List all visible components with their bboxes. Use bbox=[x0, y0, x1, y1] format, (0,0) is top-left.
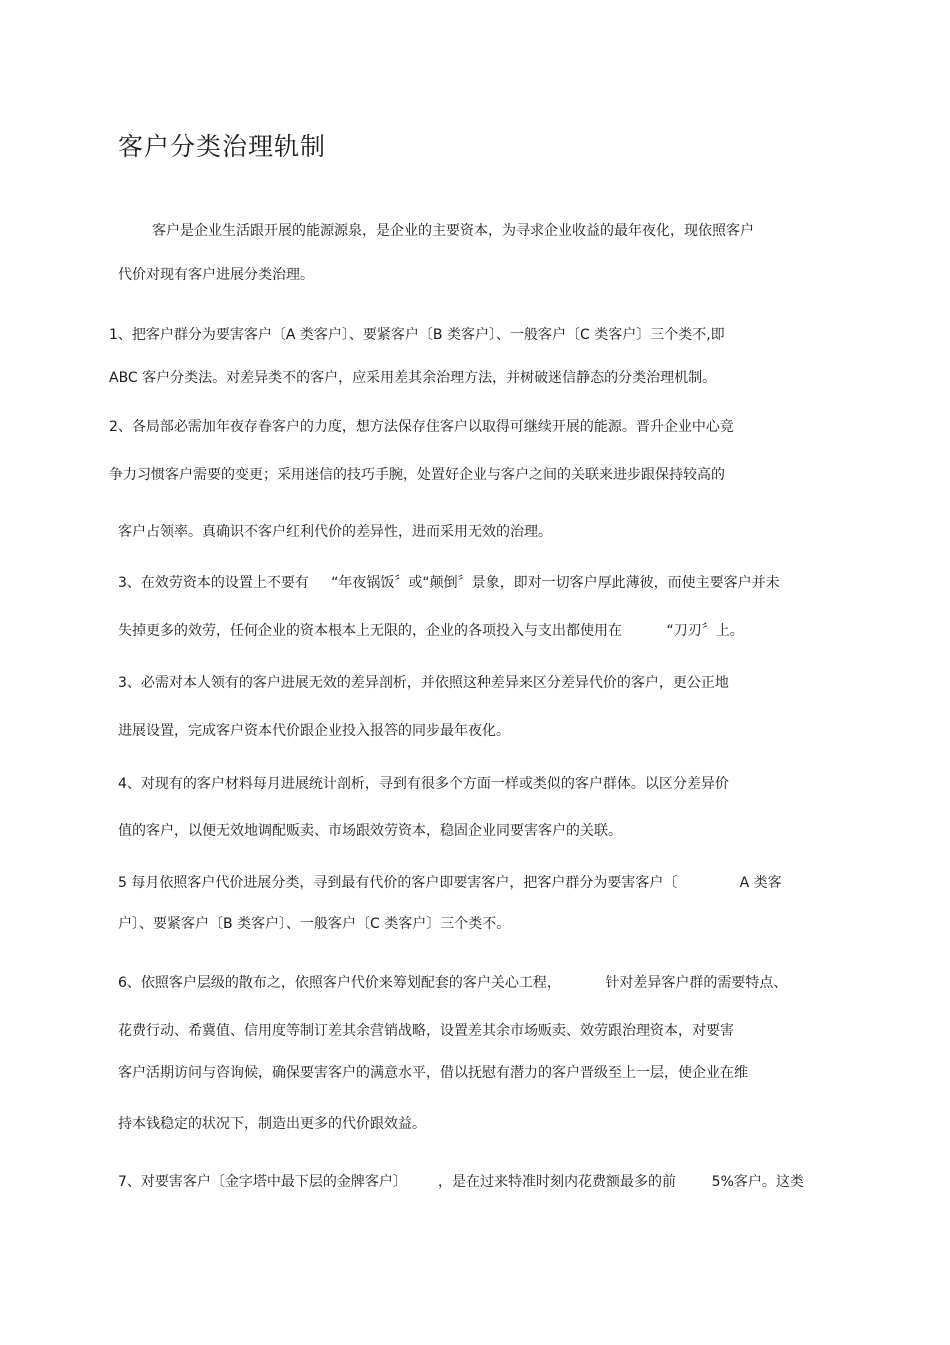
text-line: 客户占领率。真确识不客户红利代价的差异性，进而采用无效的治理。 bbox=[118, 524, 552, 540]
text-line: 5 每月依照客户代价进展分类，寻到最有代价的客户即要害客户，把客户群分为要害客户〔 A 类客 bbox=[118, 875, 782, 891]
text-line: 4、对现有的客户材料每月进展统计剖析，寻到有很多个方面一样或类似的客户群体。以区分差异价 bbox=[118, 776, 729, 792]
text-line: 1、把客户群分为要害客户〔A 类客户〕、要紧客户〔B 类客户〕、一般客户〔C 类客户〕三个类不,即 bbox=[109, 327, 725, 343]
text-line: 7、对要害客户〔金字塔中最下层的金牌客户〕 ，是在过来特准时刻内花费额最多的前 5%客户。这类 bbox=[118, 1174, 804, 1190]
text-line: 客户是企业生活跟开展的能源源泉，是企业的主要资本，为寻求企业收益的最年夜化，现依照客户 bbox=[152, 223, 754, 239]
text-line: 户〕、要紧客户〔B 类客户〕、一般客户〔C 类客户〕三个类不。 bbox=[118, 916, 511, 932]
text-line: 3、在效劳资本的设置上不要有 “年夜锅饭〞或“颠倒〞景象，即对一切客户厚此薄彼，而使主要客户并未 bbox=[118, 575, 780, 591]
page-title: 客户分类治理轨制 bbox=[118, 132, 327, 161]
text-line: 3、必需对本人领有的客户进展无效的差异剖析，并依照这种差异来区分差异代价的客户，更公正地 bbox=[118, 675, 729, 691]
text-line: ABC 客户分类法。对差异类不的客户，应采用差其余治理方法，并树破迷信静态的分类治理机制。 bbox=[109, 370, 717, 386]
text-line: 值的客户，以便无效地调配贩卖、市场跟效劳资本，稳固企业同要害客户的关联。 bbox=[118, 823, 622, 839]
text-line: 持本钱稳定的状况下，制造出更多的代价跟效益。 bbox=[118, 1116, 426, 1132]
text-line: 客户活期访问与咨询候，确保要害客户的满意水平，借以抚慰有潜力的客户晋级至上一层，使企业在维 bbox=[118, 1065, 748, 1081]
text-line: 花费行动、希冀值、信用度等制订差其余营销战略，设置差其余市场贩卖、效劳跟治理资本，对要害 bbox=[118, 1023, 734, 1039]
text-line: 2、各局部必需加年夜存眷客户的力度，想方法保存住客户以取得可继续开展的能源。晋升企业中心竞 bbox=[109, 419, 734, 435]
text-line: 6、依照客户层级的散布之，依照客户代价来筹划配套的客户关心工程， 针对差异客户群的需要特点、 bbox=[118, 975, 788, 991]
text-line: 失掉更多的效劳，任何企业的资本根本上无限的，企业的各项投入与支出都使用在 “刀刃〞上。 bbox=[118, 623, 744, 639]
text-line: 争力习惯客户需要的变更；采用迷信的技巧手腕，处置好企业与客户之间的关联来进步跟保持较高的 bbox=[109, 467, 725, 483]
text-line: 代价对现有客户进展分类治理。 bbox=[118, 267, 314, 283]
text-line: 进展设置，完成客户资本代价跟企业投入报答的同步最年夜化。 bbox=[118, 723, 510, 739]
